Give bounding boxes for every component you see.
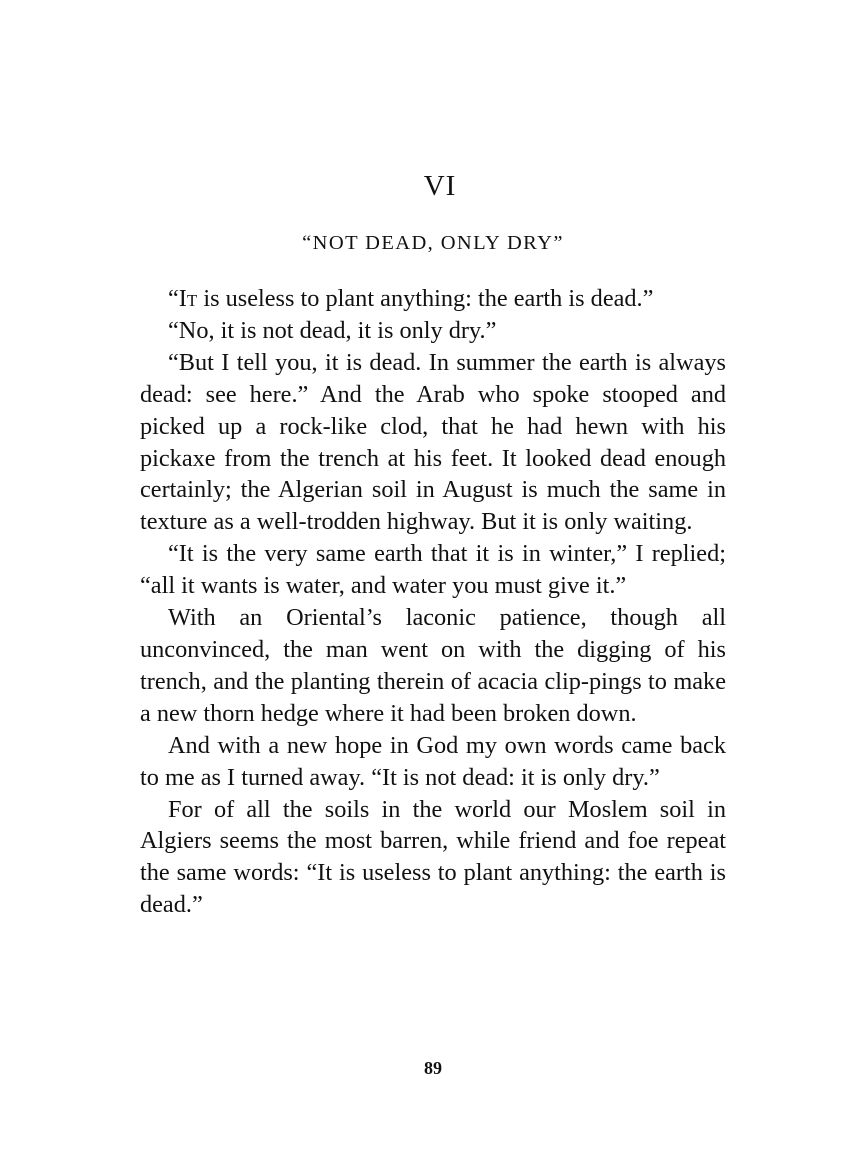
chapter-title: “NOT DEAD, ONLY DRY” <box>302 232 564 254</box>
page-number: 89 <box>424 1058 442 1078</box>
paragraph-3: “But I tell you, it is dead. In summer the earth is always dead: see here.” And the Arab who spoke stooped and picked up a rock-like clod, that he had hewn with his pickaxe from the trench at his feet. It looked dead enough certainly; the Algerian soil in August is much the same in texture as a well-trodden highway. But it is only waiting. <box>140 348 726 536</box>
body-text <box>140 283 726 921</box>
paragraph-6: And with a new hope in God my own words came back to me as I turned away. “It is not dead: it is only dry.” <box>140 731 726 791</box>
paragraph-text: is useless to plant anything: the earth is dead.” <box>197 285 654 312</box>
chapter-number: VI <box>423 170 457 202</box>
paragraph-7: For of all the soils in the world our Moslem soil in Algiers seems the most barren, while friend and foe repeat the same words: “It is useless to plant anything: the earth is dead.” <box>140 795 726 919</box>
paragraph-5: With an Oriental’s laconic patience, though all unconvinced, the man went on with the digging of his trench, and the planting therein of acacia clip-pings to make a new thorn hedge where it had been broken down. <box>140 604 726 727</box>
paragraph-2: “No, it is not dead, it is only dry.” <box>168 316 497 344</box>
paragraph-1 <box>140 283 726 315</box>
paragraph-4: “It is the very same earth that it is in winter,” I replied; “all it wants is water, and water you must give it.” <box>140 540 726 600</box>
paragraph-lead-word: “It <box>168 285 198 312</box>
